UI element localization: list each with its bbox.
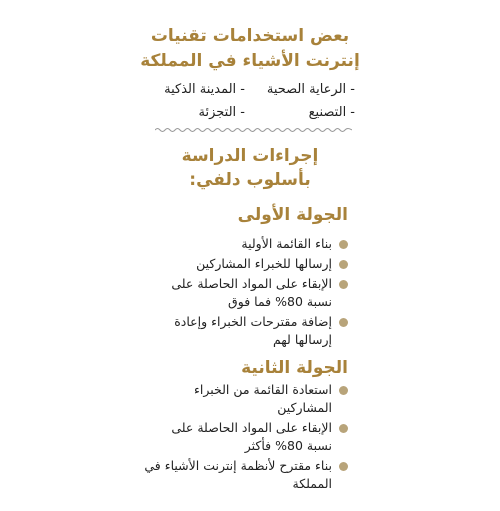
step-text: بناء مقترح لأنظمة إنترنت الأشياء في المملكة: [144, 458, 332, 491]
bullet-icon: [339, 318, 348, 327]
step-text: استعادة القائمة من الخبراء المشاركين: [194, 382, 332, 415]
iot-use-manufacturing: - التصنيع: [308, 105, 355, 120]
list-item: [143, 381, 348, 417]
step-text: الإبقاء على المواد الحاصلة على نسبة 80% فما فوق: [171, 276, 332, 309]
iot-uses-list: [150, 80, 355, 122]
iot-uses-title-line1: بعض استخدامات تقنيات: [150, 26, 350, 46]
round2-steps: [143, 381, 348, 495]
iot-use-retail: - التجزئة: [198, 105, 245, 120]
bullet-icon: [339, 462, 348, 471]
bullet-icon: [339, 386, 348, 395]
study-title-line2: بأسلوب دلفي:: [189, 170, 311, 190]
list-item: [143, 275, 348, 311]
step-text: إرسالها للخبراء المشاركين: [196, 256, 332, 271]
iot-use-healthcare: - الرعاية الصحية: [266, 82, 355, 97]
round2-title: الجولة الثانية: [241, 358, 348, 378]
bullet-icon: [339, 260, 348, 269]
list-item: [143, 313, 348, 349]
round1-steps: [143, 235, 348, 351]
list-item: [143, 457, 348, 493]
bullet-icon: [339, 424, 348, 433]
step-text: بناء القائمة الأولية: [241, 236, 332, 251]
iot-uses-title-line2: إنترنت الأشياء في المملكة: [140, 51, 360, 71]
round1-title: الجولة الأولى: [237, 205, 348, 225]
list-item: [143, 419, 348, 455]
bullet-icon: [339, 240, 348, 249]
study-title-line1: إجراءات الدراسة: [181, 146, 319, 166]
step-text: إضافة مقترحات الخبراء وإعادة إرسالها لهم: [174, 314, 332, 347]
list-item: [143, 255, 348, 273]
list-item: [143, 235, 348, 253]
step-text: الإبقاء على المواد الحاصلة على نسبة 80% فأكثر: [171, 420, 332, 453]
iot-use-smart-city: - المدينة الذكية: [164, 82, 245, 97]
bullet-icon: [339, 280, 348, 289]
wavy-divider: [155, 126, 352, 134]
